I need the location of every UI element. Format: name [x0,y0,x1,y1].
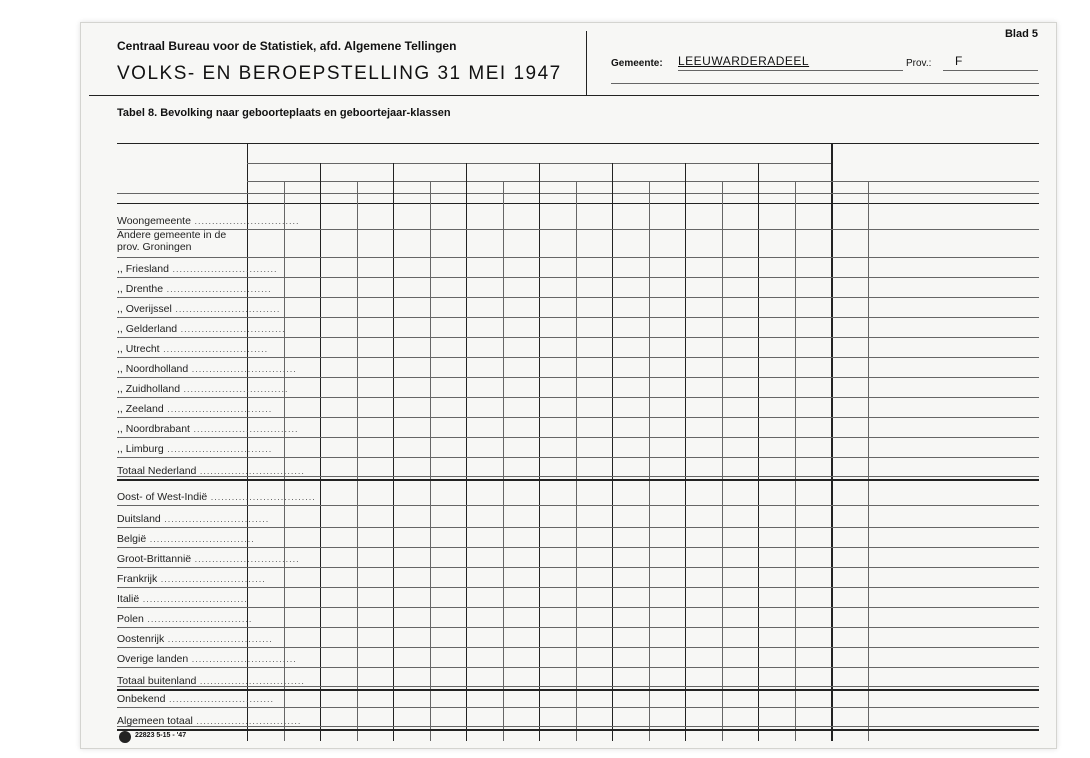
row-label-text: ,, Drenthe [117,283,164,295]
row-rule [117,505,1039,506]
row-rule [117,437,1039,438]
row-label [117,573,266,585]
row-label [117,403,273,415]
municipality-label: Gemeente: [611,58,663,69]
sex-divider [868,181,869,741]
label-column-divider [247,143,248,741]
row-label [117,383,289,395]
province-value: F [955,54,963,68]
row-label-text: Frankrijk [117,573,158,585]
row-rule [117,667,1039,668]
sex-divider [576,181,577,741]
row-label [117,443,273,455]
dot-leader: .............................. [190,216,300,226]
table-head-bottom-rule [117,203,1039,204]
sex-rule [247,193,1039,194]
row-rule [117,317,1039,318]
dot-leader: .............................. [163,404,273,414]
print-code: 22823 5-15 - '47 [135,732,187,739]
organization-name: Centraal Bureau voor de Statistiek, afd. Algemene Tellingen [117,39,457,53]
dot-leader: .............................. [180,384,289,394]
row-label-text: ,, Noordholland [117,363,189,375]
period-divider [393,163,394,741]
row-rule [117,397,1039,398]
row-rule [117,357,1039,358]
census-sheet [80,22,1057,749]
dot-leader: .............................. [192,716,302,726]
province-label: Prov.: [906,58,932,69]
row-label [117,693,274,705]
dot-leader: .............................. [163,284,272,294]
row-label-text: ,, Utrecht [117,343,160,355]
dot-leader: .............................. [159,344,269,354]
row-label-text: Italië [117,593,140,605]
total-column-divider [831,143,833,741]
row-label [117,283,272,295]
row-label [117,593,247,605]
row-label [117,229,247,253]
row-label-text: Totaal buitenland [117,675,197,687]
dot-leader: .............................. [191,554,300,564]
row-label-text: ,, Overijssel [117,303,172,315]
row-label [117,423,299,435]
row-label [117,215,300,227]
row-rule [117,377,1039,378]
row-label-text: Groot-Brittannië [117,553,192,565]
row-rule [117,627,1039,628]
row-label-text: ,, Noordbrabant [117,423,190,435]
row-rule [117,707,1039,708]
row-label-text: Algemeen totaal [117,715,193,727]
row-label [117,303,281,315]
document-title: VOLKS- EN BEROEPSTELLING 31 MEI 1947 [117,63,562,84]
row-label-text: Andere gemeente in de prov. Groningen [117,229,227,253]
period-divider [612,163,613,741]
label-head-rule [117,193,247,194]
row-label [117,553,300,565]
row-label-text: België [117,533,147,545]
row-rule [117,257,1039,258]
row-label-text: Duitsland [117,513,161,525]
row-label [117,263,278,275]
table-top-rule [117,143,1039,144]
row-rule [117,567,1039,568]
row-label-text: Overige landen [117,653,189,665]
sex-divider [430,181,431,741]
sex-divider [795,181,796,741]
dot-leader: .............................. [163,444,273,454]
row-rule [117,277,1039,278]
row-rule [117,229,1039,230]
row-label-text: Woongemeente [117,215,191,227]
row-rule [117,479,1039,481]
dot-leader: .............................. [189,424,299,434]
dot-leader: .............................. [188,364,297,374]
dot-leader: .............................. [160,514,270,524]
sex-divider [503,181,504,741]
row-label-text: Totaal Nederland [117,465,197,477]
dot-leader: .............................. [139,594,248,604]
row-label [117,363,297,375]
row-label-text: ,, Zeeland [117,403,164,415]
row-label [117,343,269,355]
row-rule [117,607,1039,608]
dot-leader: .............................. [177,324,286,334]
row-rule-double [117,726,1039,727]
row-label [117,633,273,645]
row-rule [117,689,1039,691]
period-rule [247,181,1039,182]
sex-divider [649,181,650,741]
row-label [117,533,255,545]
row-label [117,491,316,503]
dot-leader: .............................. [207,492,316,502]
dot-leader: .............................. [164,634,273,644]
print-logo-icon [119,731,131,743]
row-rule [117,297,1039,298]
row-label [117,513,270,525]
row-label-text: ,, Limburg [117,443,164,455]
row-rule-double [117,686,1039,687]
period-divider [758,163,759,741]
row-rule [117,547,1039,548]
row-label-text: ,, Zuidholland [117,383,181,395]
dot-leader: .............................. [157,574,266,584]
row-rule [117,457,1039,458]
dot-leader: .............................. [196,676,305,686]
period-divider [539,163,540,741]
table-title: Tabel 8. Bevolking naar geboorteplaats en geboortejaar-klassen [117,107,451,119]
dot-leader: .............................. [196,466,305,476]
row-rule [117,729,1039,731]
row-label-text: Oost- of West-Indië [117,491,208,503]
row-rule [117,417,1039,418]
census-table [81,23,1056,748]
sex-divider [722,181,723,741]
row-label [117,323,286,335]
dot-leader: .............................. [171,304,281,314]
dot-leader: .............................. [165,694,274,704]
period-divider [466,163,467,741]
sheet-number: Blad 5 [1004,28,1038,40]
row-label-text: ,, Gelderland [117,323,178,335]
row-rule [117,527,1039,528]
row-label [117,613,253,625]
row-label-text: Onbekend [117,693,166,705]
row-rule-double [117,476,1039,477]
period-divider [320,163,321,741]
row-label [117,653,297,665]
row-label-text: ,, Friesland [117,263,169,275]
row-rule [117,337,1039,338]
dot-leader: .............................. [146,534,255,544]
sex-divider [357,181,358,741]
row-label-text: Oostenrijk [117,633,165,645]
dot-leader: .............................. [188,654,297,664]
row-rule [117,587,1039,588]
row-rule [117,647,1039,648]
period-divider [685,163,686,741]
dot-leader: .............................. [168,264,278,274]
row-label-text: Polen [117,613,144,625]
dot-leader: .............................. [143,614,253,624]
municipality-value: LEEUWARDERADEEL [678,54,810,68]
